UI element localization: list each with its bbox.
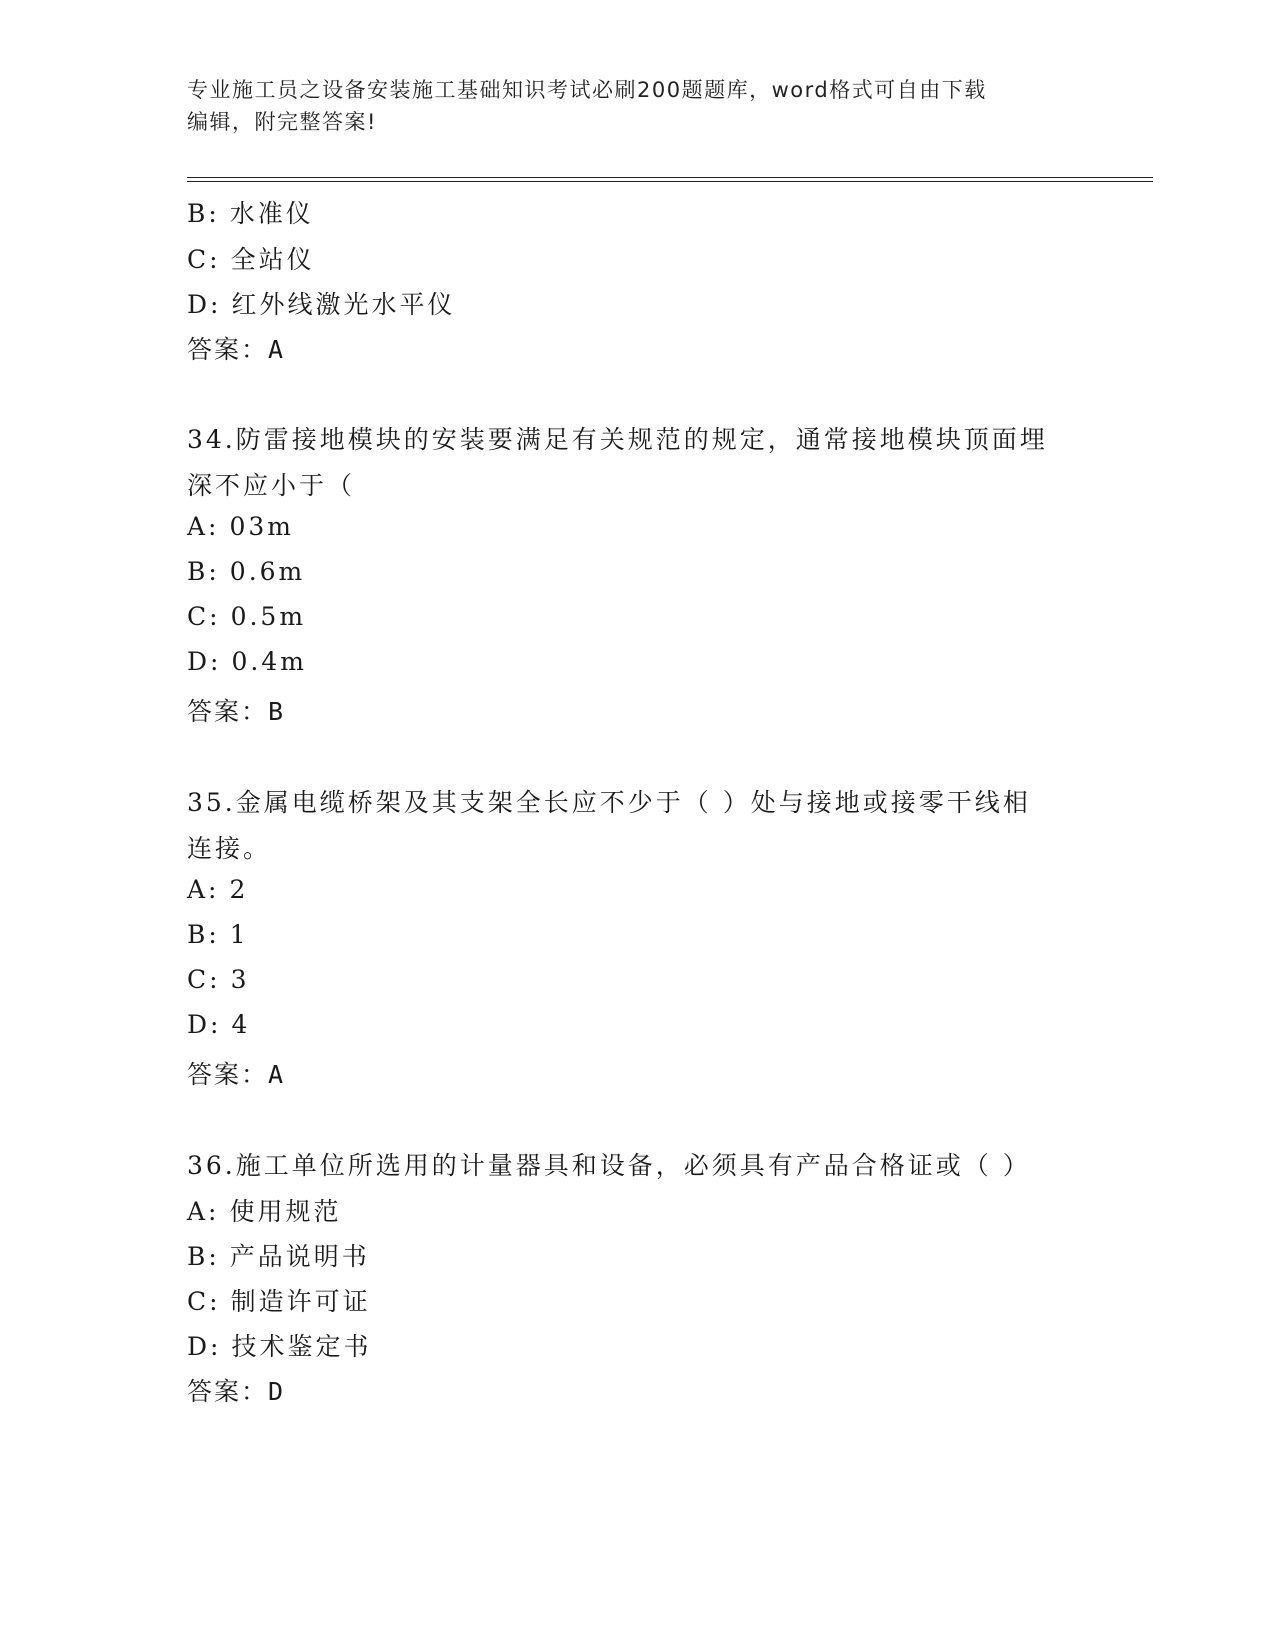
- option-letter: A:: [187, 1197, 220, 1226]
- option-text: 制造许可证: [230, 1287, 371, 1316]
- answer-line: [187, 1055, 285, 1091]
- option-letter: C:: [187, 1287, 221, 1316]
- answer-value: B: [268, 697, 286, 726]
- option-c: [187, 240, 315, 276]
- option-text: 全站仪: [230, 245, 315, 274]
- option-letter: D:: [187, 1010, 222, 1039]
- header-line-2: 编辑，附完整答案!: [187, 110, 377, 134]
- option-letter: C:: [187, 965, 221, 994]
- option-text: 03m: [229, 512, 295, 541]
- option-b: [187, 557, 305, 586]
- answer-value: A: [268, 1060, 286, 1089]
- option-text: 水准仪: [229, 199, 314, 228]
- header-line-1: 专业施工员之设备安装施工基础知识考试必刷200题题库，word格式可自由下载: [187, 78, 987, 102]
- option-text: 1: [229, 920, 249, 949]
- option-d: [187, 285, 455, 321]
- option-text: 产品说明书: [229, 1242, 370, 1271]
- question-stem-continued: 深不应小于（: [187, 471, 356, 500]
- option-text: 技术鉴定书: [231, 1332, 372, 1361]
- answer-label: 答案：: [187, 1377, 269, 1406]
- option-letter: B:: [187, 199, 220, 228]
- answer-label: 答案：: [187, 697, 269, 726]
- option-letter: B:: [187, 1242, 220, 1271]
- option-letter: C:: [187, 602, 221, 631]
- option-c: [187, 602, 306, 631]
- option-c: [187, 965, 249, 994]
- option-text: 0.5m: [230, 602, 307, 631]
- option-d: [187, 1327, 371, 1363]
- option-d: [187, 1010, 250, 1039]
- option-a: [187, 875, 248, 904]
- option-text: 3: [230, 965, 250, 994]
- answer-value: D: [268, 1377, 286, 1406]
- question-stem-continued: 连接。: [187, 834, 272, 863]
- option-text: 0.4m: [231, 647, 307, 676]
- option-c: [187, 1282, 371, 1318]
- option-text: 2: [229, 875, 249, 904]
- option-letter: D:: [187, 647, 222, 676]
- option-letter: C:: [187, 245, 221, 274]
- answer-label: 答案：: [187, 1060, 269, 1089]
- option-text: 4: [231, 1010, 251, 1039]
- question-stem: 34.防雷接地模块的安装要满足有关规范的规定，通常接地模块顶面埋: [187, 425, 1048, 454]
- option-a: [187, 1192, 342, 1228]
- answer-value: A: [268, 335, 286, 364]
- answer-line: [187, 330, 285, 366]
- option-text: 使用规范: [229, 1197, 342, 1226]
- option-b: [187, 194, 314, 230]
- option-letter: D:: [187, 290, 222, 319]
- option-letter: B:: [187, 920, 220, 949]
- option-b: [187, 1237, 370, 1273]
- document-header: [187, 74, 1087, 138]
- option-letter: A:: [187, 512, 220, 541]
- option-d: [187, 647, 307, 676]
- question-stem: 35.金属电缆桥架及其支架全长应不少于（ ）处与接地或接零干线相: [187, 788, 1031, 817]
- option-letter: A:: [187, 875, 220, 904]
- question-stem: 36.施工单位所选用的计量器具和设备，必须具有产品合格证或（ ）: [187, 1151, 1031, 1180]
- answer-line: [187, 692, 285, 728]
- option-letter: D:: [187, 1332, 222, 1361]
- header-divider-top: [187, 177, 1153, 178]
- option-a: [187, 512, 294, 541]
- option-b: [187, 920, 249, 949]
- answer-line: [187, 1372, 285, 1408]
- option-text: 0.6m: [229, 557, 306, 586]
- option-letter: B:: [187, 557, 220, 586]
- answer-label: 答案：: [187, 335, 269, 364]
- option-text: 红外线激光水平仪: [231, 290, 456, 319]
- header-divider-bottom: [187, 181, 1153, 182]
